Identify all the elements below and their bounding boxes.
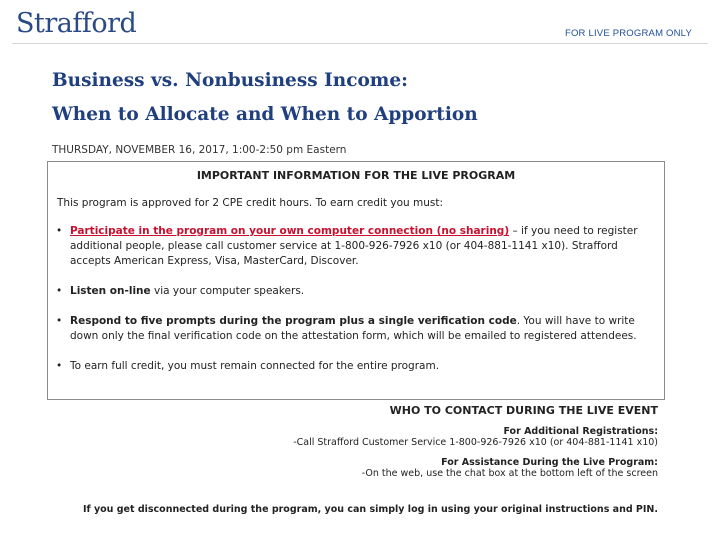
program-date: THURSDAY, NOVEMBER 16, 2017, 1:00-2:50 pm Eastern (52, 144, 347, 156)
contact-heading: WHO TO CONTACT DURING THE LIVE EVENT (389, 404, 658, 417)
header-divider (12, 43, 708, 44)
list-item (56, 284, 656, 299)
list-item (56, 224, 656, 269)
participate-link[interactable]: Participate in the program on your own computer connection (no sharing) (70, 225, 510, 237)
assistance-label: For Assistance During the Live Program: (441, 457, 658, 468)
bullet4-text: To earn full credit, you must remain connected for the entire program. (70, 360, 440, 372)
important-info-box (47, 161, 665, 400)
bullet1-text: – if you need to register additional people, please call customer service at 1-800-926-7926 x10 (or 404-881-1141 x10). Strafford accepts American Express, Visa, MasterCard, Discover. (70, 225, 638, 267)
bullet-glyph: • (56, 315, 63, 327)
respond-prompts-label: Respond to five prompts during the program plus a single verification code (70, 315, 517, 327)
registrations-text: -Call Strafford Customer Service 1-800-926-7926 x10 (or 404-881-1141 x10) (293, 437, 658, 448)
bullet-glyph: • (56, 360, 63, 372)
credit-intro: This program is approved for 2 CPE credit hours. To earn credit you must: (57, 197, 444, 209)
assistance-text: -On the web, use the chat box at the bottom left of the screen (361, 468, 658, 479)
strafford-logo: Strafford (16, 8, 137, 39)
page-title (52, 64, 478, 132)
contact-section (293, 404, 658, 488)
bullet-glyph: • (56, 285, 63, 297)
info-box-heading: IMPORTANT INFORMATION FOR THE LIVE PROGRAM (196, 169, 516, 182)
registrations-label: For Additional Registrations: (503, 426, 658, 437)
listen-online-label: Listen on-line (70, 285, 151, 297)
list-item (56, 359, 656, 374)
bullet-glyph: • (56, 225, 63, 237)
bullet3-text: . You will have to write down only the final verification code on the attestation form, which will be emailed to registered attendees. (70, 315, 637, 342)
list-item (56, 314, 656, 344)
live-program-only-label: FOR LIVE PROGRAM ONLY (564, 28, 692, 39)
title-line-2: When to Allocate and When to Apportion (52, 104, 478, 125)
bullet2-text: via your computer speakers. (150, 285, 305, 297)
disconnect-note: If you get disconnected during the program, you can simply log in using your original instructions and PIN. (82, 504, 658, 515)
requirements-list (56, 224, 656, 374)
title-line-1: Business vs. Nonbusiness Income: (52, 70, 408, 91)
